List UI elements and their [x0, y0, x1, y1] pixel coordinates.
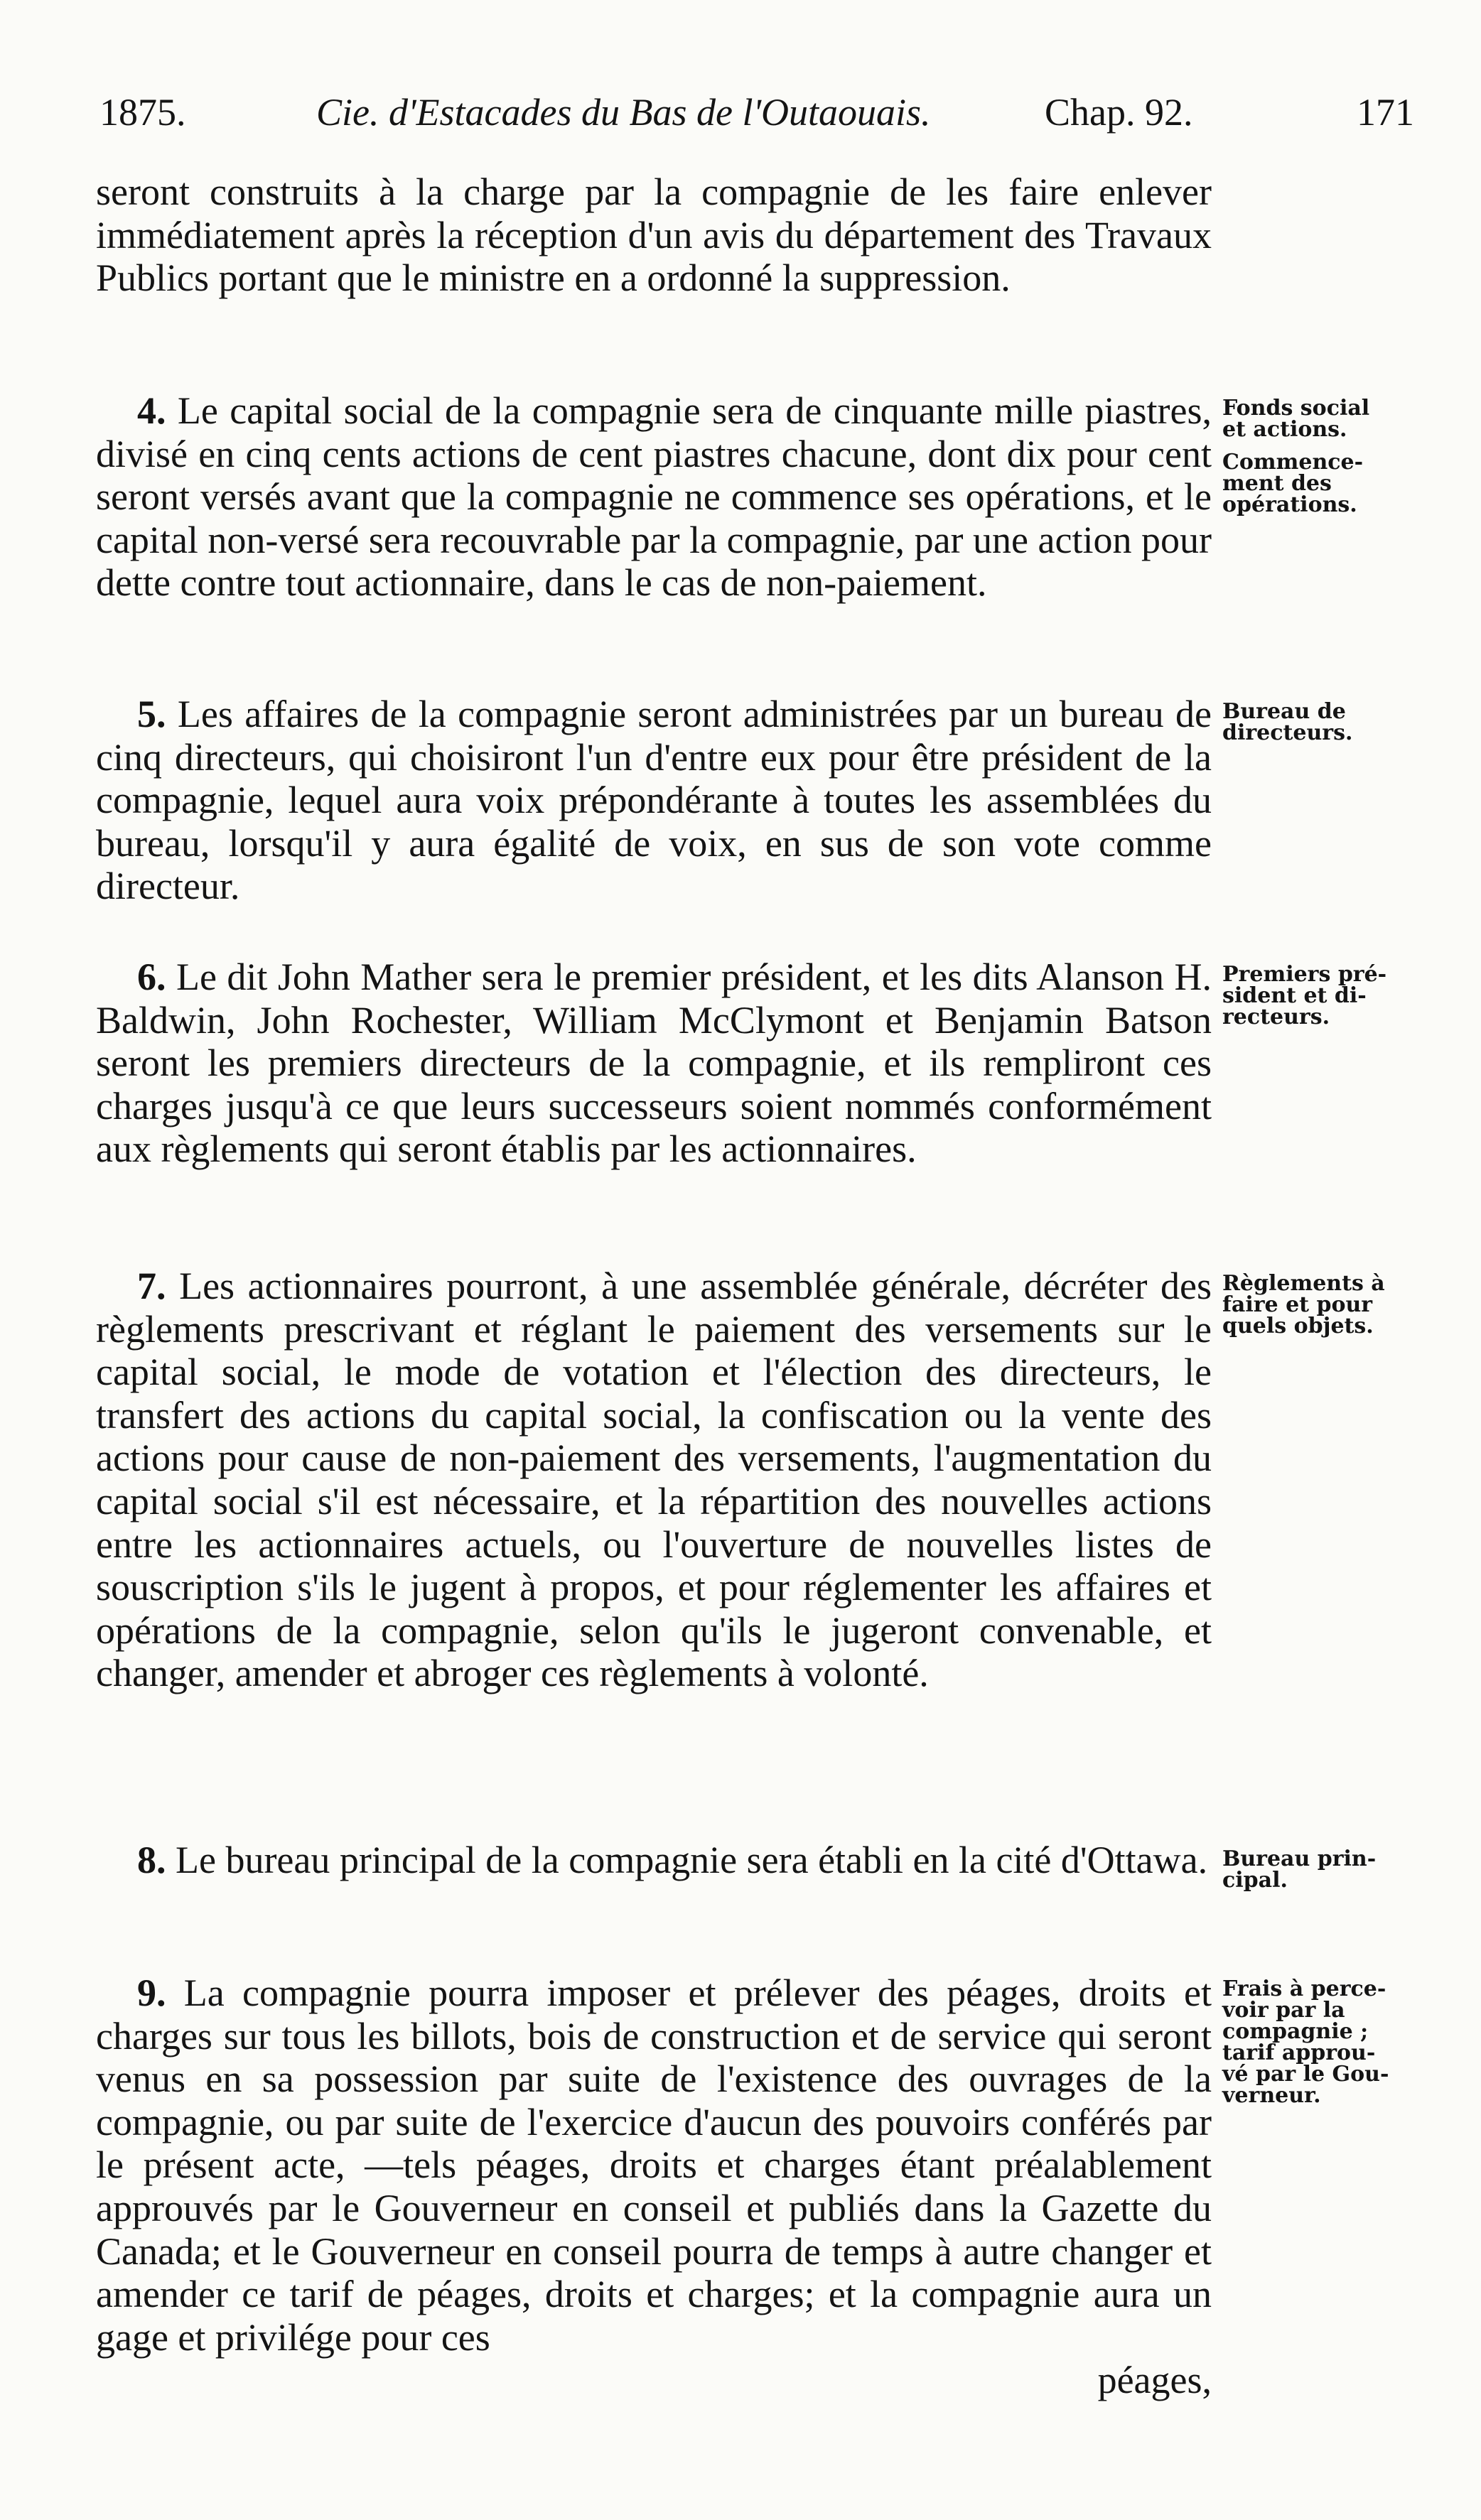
margin-note: Règlements à faire et pour quels objets.	[1222, 1271, 1385, 1339]
paragraph-text: Le bureau principal de la compagnie sera établi en la cité d'Ottawa.	[176, 1839, 1208, 1881]
margin-note: Frais à perce- voir par la compagnie ; tarif approu- vé par le Gou- verneur.	[1222, 1976, 1389, 2108]
section-5	[96, 693, 1418, 908]
section-number: 5.	[137, 693, 166, 735]
margin-note: Bureau prin- cipal.	[1222, 1846, 1377, 1893]
continuation-word: péages,	[1097, 2359, 1212, 2402]
paragraph-text: Les actionnaires pourront, à une assemblée générale, décréter des règlements prescrivant et réglant le paiement des versements sur le capital social, le mode de votation et l'élection des directeurs, le transfert des actions du capital social, la confiscation ou la vente des actions pour cause de non-paiement des versements, l'augmentation du capital social s'il est nécessaire, et la répartition des nouvelles actions entre les actionnaires actuels, ou l'ouverture de nouvelles listes de souscription s'ils le jugent à propos, et pour réglementer les affaires et opérations de la compagnie, selon qu'ils le jugeront convenable, et changer, amender et abroger ces règlements à volonté.	[96, 1265, 1212, 1695]
page-number: 171	[1357, 91, 1414, 134]
paragraph	[96, 1972, 1212, 2402]
paragraph-text: La compagnie pourra imposer et prélever des péages, droits et charges sur tous les billots, bois de construction et de service qui seront venus en sa possession par suite de l'existence des ouvrages de la compagnie, ou par suite de l'exercice d'aucun des pouvoirs conférés par le présent acte, —tels péages, droits et charges étant préalablement approuvés par le Gouverneur en conseil et publiés dans la Gazette du Canada; et le Gouverneur en conseil pourra de temps à autre changer et amender ce tarif de péages, droits et charges; et la compagnie aura un gage et privilége pour ces	[96, 1972, 1212, 2359]
header-year: 1875.	[99, 91, 186, 134]
header-chapter: Chap. 92.	[1045, 91, 1193, 134]
margin-note: Bureau de directeurs.	[1222, 699, 1353, 745]
section-number: 4.	[137, 389, 166, 432]
paragraph-text: Le capital social de la compagnie sera de cinquante mille piastres, divisé en cinq cents actions de cent piastres chacune, dont dix pour cent seront versés avant que la compagnie ne commence ses opérations, et le capital non-versé sera recouvrable par la compagnie, par une action pour dette contre tout actionnaire, dans le cas de non-paiement.	[96, 389, 1212, 605]
section-6	[96, 956, 1418, 1171]
paragraph-text: Le dit John Mather sera le premier président, et les dits Alanson H. Baldwin, John Rochester, William McClymont et Benjamin Batson seront les premiers directeurs de la compagnie, et ils rempliront ces charges jusqu'à ce que leurs successeurs soient nommés conformément aux règlements qui seront établis par les actionnaires.	[96, 956, 1212, 1171]
section-number: 8.	[137, 1839, 166, 1881]
paragraph	[96, 693, 1212, 908]
section-number: 6.	[137, 956, 166, 998]
section-number: 9.	[137, 1972, 166, 2014]
section-9	[96, 1972, 1418, 2402]
section-4	[96, 389, 1418, 605]
paragraph	[96, 171, 1212, 300]
paragraph	[96, 1265, 1212, 1695]
paragraph-text: seront construits à la charge par la compagnie de les faire enlever immédiatement après la réception d'un avis du département des Travaux Publics portant que le ministre en a ordonné la suppression.	[96, 171, 1212, 300]
section-continuation	[96, 171, 1418, 300]
section-7	[96, 1265, 1418, 1695]
margin-note: Fonds social et actions. Commence- ment des opérations.	[1222, 396, 1370, 517]
paragraph	[96, 389, 1212, 605]
margin-note: Premiers pré- sident et di- recteurs.	[1222, 962, 1387, 1029]
paragraph	[96, 1839, 1212, 1882]
section-number: 7.	[137, 1265, 166, 1307]
section-8	[96, 1839, 1418, 1893]
paragraph	[96, 956, 1212, 1171]
running-header	[99, 84, 1414, 141]
paragraph-text: Les affaires de la compagnie seront administrées par un bureau de cinq directeurs, qui choisiront l'un d'entre eux pour être président de la compagnie, lequel aura voix prépondérante à toutes les assemblées du bureau, lorsqu'il y aura égalité de voix, en sus de son vote comme directeur.	[96, 693, 1212, 908]
header-title: Cie. d'Estacades du Bas de l'Outaouais.	[316, 91, 931, 134]
